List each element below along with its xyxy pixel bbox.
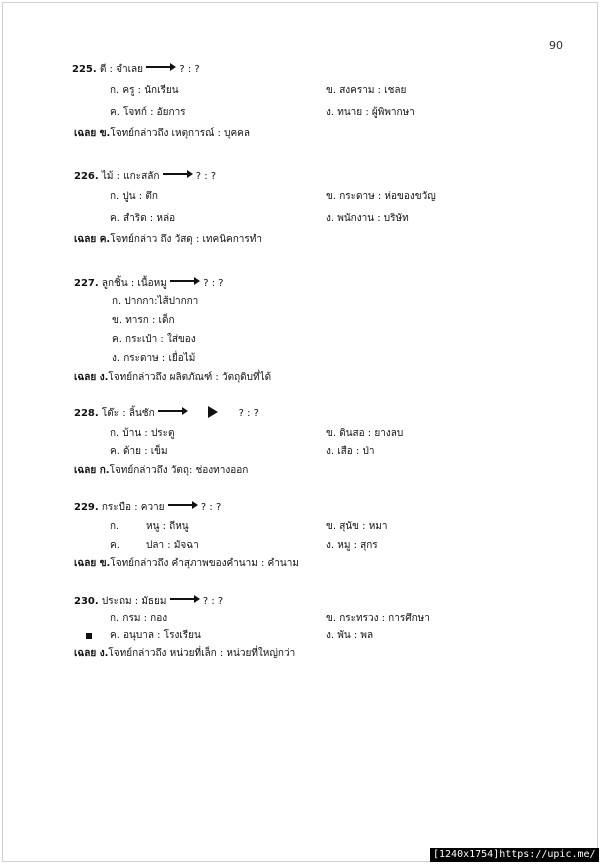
choice-d: ง. ทนาย : ผู้พิพากษา bbox=[326, 107, 415, 118]
choice-b: ข. กระดาษ : ห่อของขวัญ bbox=[326, 191, 436, 202]
choice-d: ง. กระดาษ : เยื่อไม้ bbox=[112, 353, 196, 364]
question-stem bbox=[72, 62, 200, 77]
arrow-right-icon bbox=[146, 62, 176, 76]
answer-label: เฉลย ข. bbox=[74, 128, 111, 139]
choice-a: หนู : ถีหนู bbox=[146, 521, 189, 532]
choice-c: ค. กระเป๋า : ใส่ของ bbox=[112, 334, 196, 345]
answer-text: โจทย์กล่าวถึง เหตุการณ์ : บุคคล bbox=[110, 128, 250, 139]
question-number: 227. bbox=[74, 278, 99, 289]
question-stem bbox=[74, 276, 224, 291]
question-stem bbox=[74, 406, 259, 421]
question-tail: ? : ? bbox=[238, 408, 259, 419]
question-number: 229. bbox=[74, 502, 99, 513]
question-tail: ? : ? bbox=[203, 278, 224, 289]
answer-label: เฉลย ง. bbox=[74, 648, 109, 659]
page-number: 90 bbox=[549, 39, 563, 52]
choice-b: ข. ดินสอ : ยางลบ bbox=[326, 428, 404, 439]
answer-text: โจทย์กล่าว ถึง วัสดุ : เทคนิคการทำ bbox=[110, 234, 262, 245]
question-stem-text: ตี : จำเลย bbox=[99, 64, 143, 75]
answer-label: เฉลย ง. bbox=[74, 372, 109, 383]
question-tail: ? : ? bbox=[195, 171, 217, 182]
arrow-right-icon bbox=[163, 169, 193, 183]
question-stem bbox=[74, 594, 223, 609]
question-number: 226. bbox=[74, 171, 99, 182]
choice-c: ค. อนุบาล : โรงเรียน bbox=[110, 630, 201, 641]
choice-d: ง. เสือ : ป่า bbox=[326, 446, 375, 457]
answer-line bbox=[74, 127, 250, 141]
question-tail: ? : ? bbox=[179, 64, 200, 75]
choice-b: ข. สงคราม : เชลย bbox=[326, 85, 407, 96]
question-stem bbox=[74, 500, 221, 515]
choice-a-label: ก. bbox=[110, 521, 120, 532]
choice-a: ก. ปากกา:ไส้ปากกา bbox=[112, 296, 199, 307]
answer-line bbox=[74, 557, 299, 571]
answer-line bbox=[74, 464, 248, 478]
choice-d: ง. พัน : พล bbox=[326, 630, 374, 641]
arrow-right-icon bbox=[158, 406, 188, 420]
question-stem-text: กระบือ : ควาย bbox=[101, 502, 165, 513]
answer-label: เฉลย ค. bbox=[74, 234, 111, 245]
choice-a: ก. บ้าน : ประตู bbox=[110, 428, 175, 439]
square-bullet-icon bbox=[86, 633, 92, 639]
question-tail: ? : ? bbox=[202, 596, 224, 607]
choice-a: ก. ครู : นักเรียน bbox=[110, 85, 179, 96]
choice-a: ก. กรม : กอง bbox=[110, 613, 168, 624]
choice-d: ง. หมู : สุกร bbox=[326, 540, 378, 551]
question-stem-text: ประถม : มัธยม bbox=[101, 596, 167, 607]
question-stem-text: ลูกชิ้น : เนื้อหมู bbox=[101, 278, 167, 289]
answer-line bbox=[74, 647, 295, 661]
answer-text: โจทย์กล่าวถึง คำสุภาพของคำนาม : คำนาม bbox=[110, 558, 299, 569]
question-stem-text: ไม้ : แกะสลัก bbox=[101, 171, 160, 182]
choice-b: ข. กระทรวง : การศึกษา bbox=[326, 613, 430, 624]
answer-text: โจทย์กล่าวถึง หน่วยที่เล็ก : หน่วยที่ใหญ่กว่า bbox=[108, 648, 296, 659]
answer-text: โจทย์กล่าวถึง วัตถุ: ช่องทางออก bbox=[109, 465, 249, 476]
answer-line bbox=[74, 233, 262, 247]
arrow-right-icon bbox=[170, 276, 200, 290]
answer-line bbox=[74, 371, 271, 385]
choice-c: ค. โจทก์ : อัยการ bbox=[110, 107, 186, 118]
answer-text: โจทย์กล่าวถึง ผลิตภัณฑ์ : วัตถุดิบที่ได้ bbox=[108, 372, 272, 383]
answer-label: เฉลย ข. bbox=[74, 558, 111, 569]
choice-c: ค. สำริด : หล่อ bbox=[110, 213, 176, 224]
arrow-right-icon bbox=[168, 500, 198, 514]
answer-label: เฉลย ก. bbox=[74, 465, 110, 476]
arrow-right-icon bbox=[170, 594, 200, 608]
choice-b: ข. ทารก : เด็ก bbox=[112, 315, 175, 326]
triangle-right-icon bbox=[208, 406, 218, 418]
question-tail: ? : ? bbox=[200, 502, 222, 513]
choice-c: ค. ด้าย : เข็ม bbox=[110, 446, 168, 457]
choice-d: ง. พนักงาน : บริษัท bbox=[326, 213, 409, 224]
image-host-watermark: [1240x1754]https://upic.me/ bbox=[430, 848, 599, 862]
question-stem-text: โต๊ะ : ลิ้นชัก bbox=[101, 408, 155, 419]
question-number: 228. bbox=[74, 408, 99, 419]
choice-c-label: ค. bbox=[110, 540, 120, 551]
question-number: 230. bbox=[74, 596, 99, 607]
choice-b: ข. สุนัข : หมา bbox=[326, 521, 388, 532]
choice-c: ปลา : มัจฉา bbox=[146, 540, 199, 551]
choice-a: ก. ปูน : ตึก bbox=[110, 191, 158, 202]
question-number: 225. bbox=[72, 64, 97, 75]
question-stem bbox=[74, 169, 216, 184]
